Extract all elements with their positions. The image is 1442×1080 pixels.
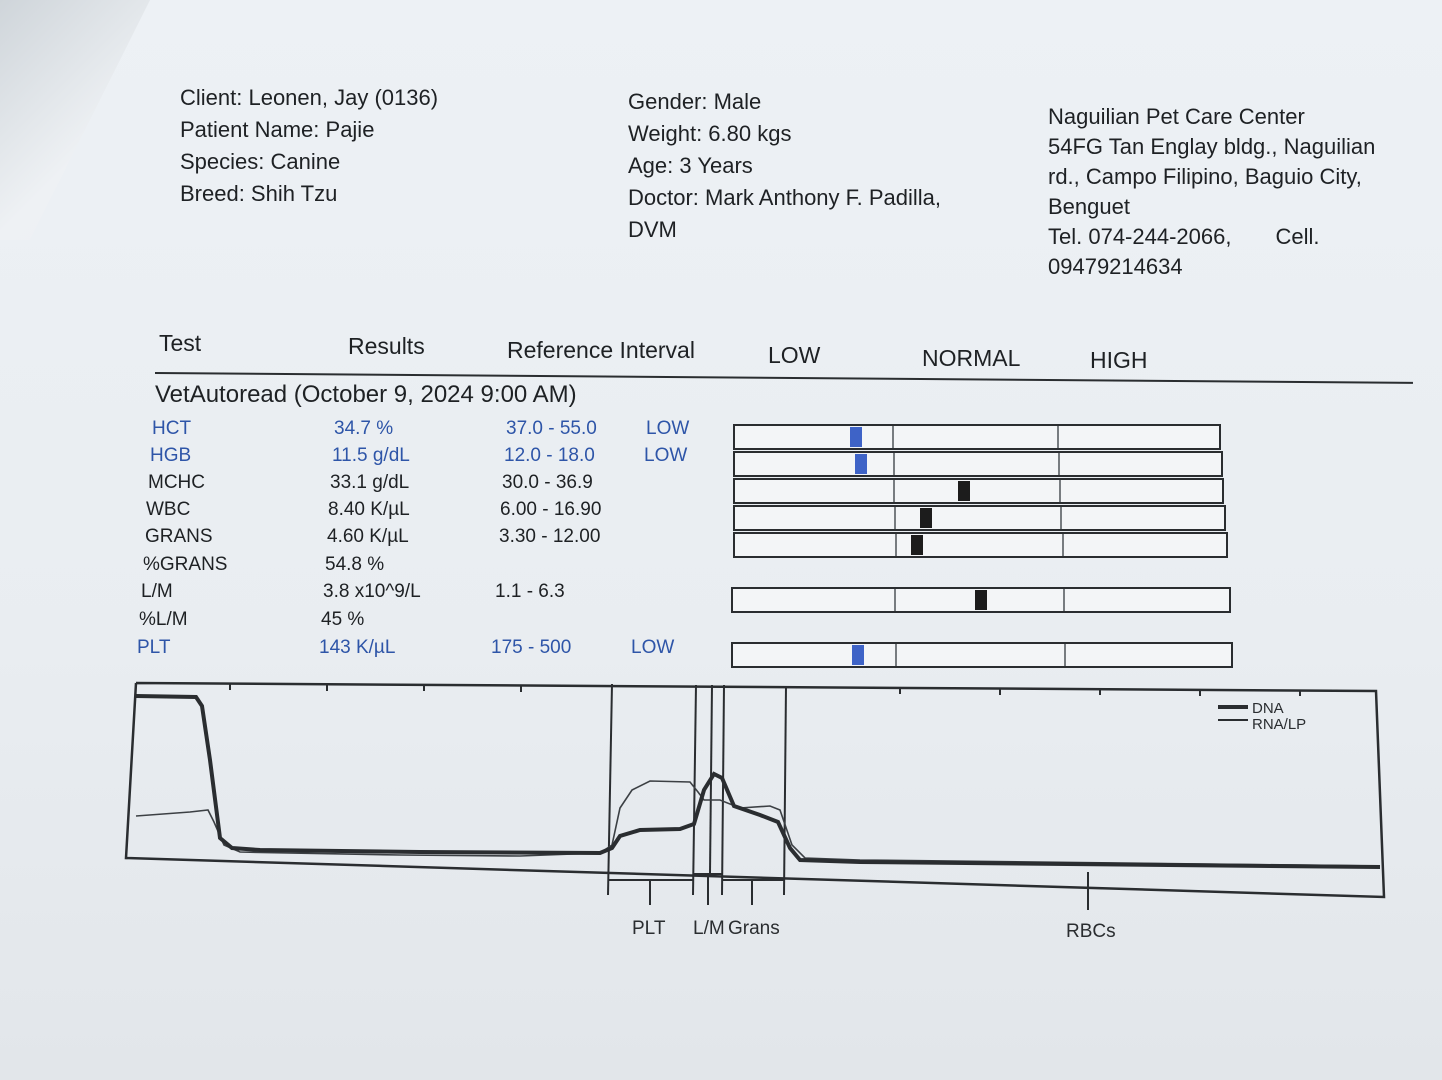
flag-label: LOW [644, 445, 688, 466]
column-low: LOW [768, 342, 821, 368]
column-high: HIGH [1090, 347, 1148, 373]
chart-legend [1218, 700, 1306, 733]
column-results: Results [348, 333, 425, 359]
client-line: Client: Leonen, Jay (0136) [180, 85, 439, 110]
cell-label: Cell. [1275, 224, 1320, 249]
region-label-grans: Grans [728, 918, 780, 939]
reference-interval: 3.30 - 12.00 [499, 526, 601, 547]
cell-number: 09479214634 [1048, 254, 1183, 279]
result-value: 11.5 g/dL [332, 445, 410, 466]
reference-interval: 37.0 - 55.0 [506, 418, 597, 439]
test-name: L/M [141, 581, 173, 602]
result-value: 3.8 x10^9/L [323, 581, 421, 602]
column-test: Test [159, 330, 202, 356]
result-value: 8.40 K/µL [328, 499, 410, 520]
test-name: %GRANS [143, 554, 228, 575]
result-value: 54.8 % [325, 554, 385, 575]
run-title: VetAutoread (October 9, 2024 9:00 AM) [155, 381, 577, 408]
address-line-2: rd., Campo Filipino, Baguio City, [1048, 164, 1362, 189]
doctor-title-line: DVM [628, 217, 677, 242]
flag-label: LOW [631, 637, 675, 658]
result-value: 33.1 g/dL [330, 472, 410, 493]
doctor-line: Doctor: Mark Anthony F. Padilla, [628, 185, 942, 210]
region-label-rbcs: RBCs [1066, 921, 1116, 942]
result-value: 143 K/µL [319, 637, 396, 658]
species-line: Species: Canine [180, 149, 341, 174]
test-name: HCT [152, 418, 192, 439]
series-rna-lp-line [136, 781, 1380, 866]
column-reference: Reference Interval [507, 337, 695, 363]
legend-dna: DNA [1252, 700, 1284, 717]
reference-interval: 30.0 - 36.9 [502, 472, 593, 493]
region-labels [632, 918, 1116, 942]
legend-rna-lp: RNA/LP [1252, 716, 1307, 733]
clinic-name: Naguilian Pet Care Center [1048, 104, 1305, 129]
address-line-3: Benguet [1048, 194, 1130, 219]
address-line-1: 54FG Tan Englay bldg., Naguilian [1048, 134, 1376, 159]
result-value: 4.60 K/µL [327, 526, 409, 547]
result-value: 45 % [321, 609, 365, 630]
test-name: %L/M [139, 609, 188, 630]
flag-label: LOW [646, 418, 690, 439]
reference-interval: 6.00 - 16.90 [500, 499, 602, 520]
test-name: MCHC [148, 472, 205, 493]
reference-interval: 1.1 - 6.3 [495, 581, 565, 602]
result-value: 34.7 % [334, 418, 394, 439]
test-name: WBC [146, 499, 191, 520]
reference-interval: 175 - 500 [491, 637, 572, 658]
breed-line: Breed: Shih Tzu [180, 181, 338, 206]
test-name: GRANS [145, 526, 213, 547]
column-normal: NORMAL [922, 345, 1021, 371]
age-line: Age: 3 Years [628, 153, 753, 178]
series-dna-line [136, 696, 1380, 867]
reference-interval: 12.0 - 18.0 [504, 445, 595, 466]
region-label-lm: L/M [693, 918, 725, 939]
weight-line: Weight: 6.80 kgs [628, 121, 792, 146]
test-name: HGB [150, 445, 192, 466]
test-name: PLT [137, 637, 171, 658]
region-label-plt: PLT [632, 918, 666, 939]
patient-name-line: Patient Name: Pajie [180, 117, 375, 142]
tel: Tel. 074-244-2066, [1048, 224, 1232, 249]
gender-line: Gender: Male [628, 89, 762, 114]
